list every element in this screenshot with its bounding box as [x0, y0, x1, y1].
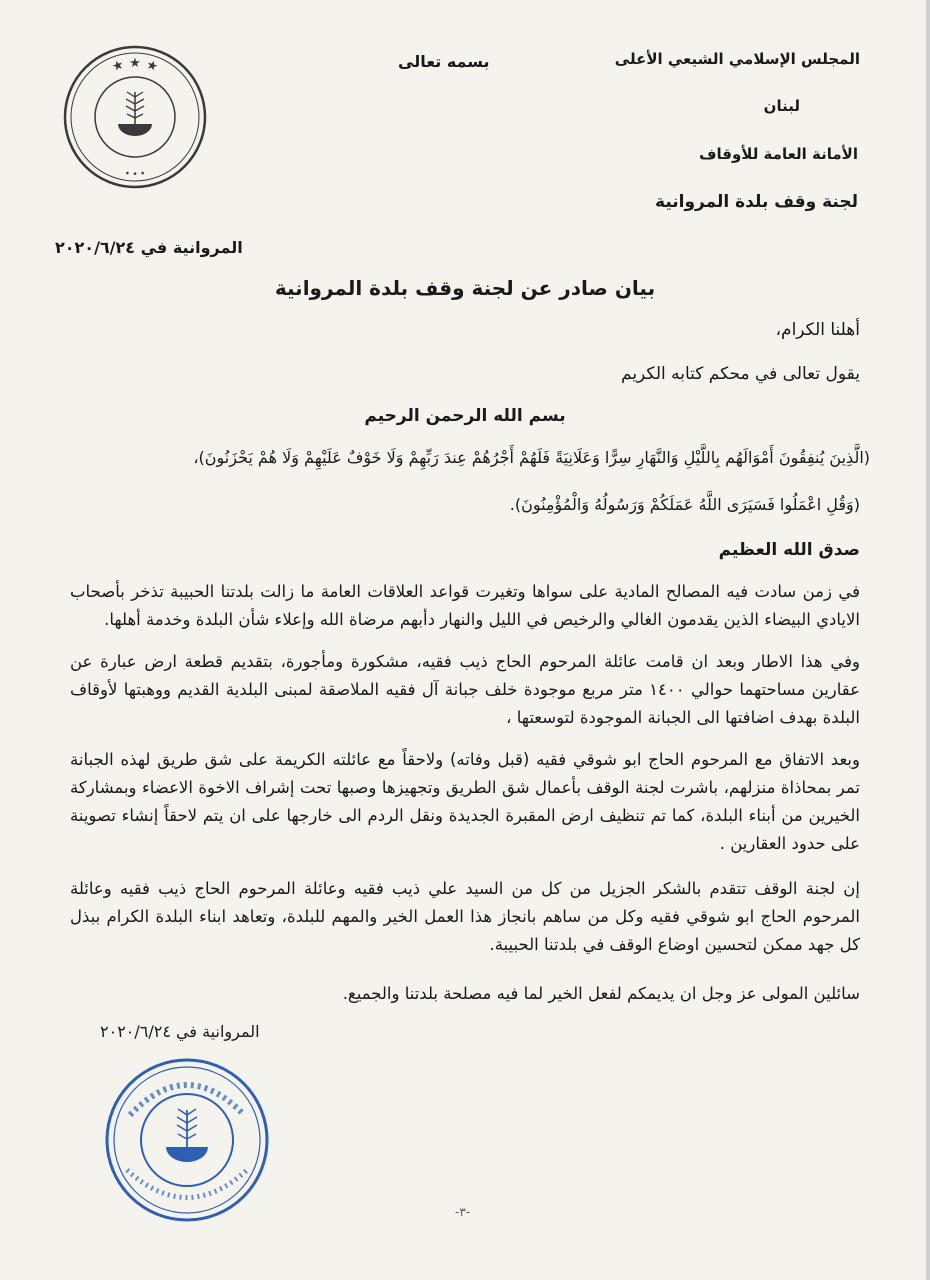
header-bismihi: بسمه تعالى: [398, 52, 490, 71]
header-secretariat: الأمانة العامة للأوقاف: [699, 145, 858, 163]
header-country: لبنان: [763, 97, 800, 115]
seal-stamp-bottom: [102, 1055, 272, 1225]
greeting: أهلنا الكرام،: [775, 320, 860, 340]
paragraph-3: وبعد الاتفاق مع المرحوم الحاج ابو شوقي فقيه (قبل وفاته) ولاحقاً مع عائلته الكريمة على شق طريق لهذه الجبانة تمر بمحاذاة منزلهم، باشرت لجنة الوقف بأعمال شق الطريق وتجهيزها وصبها تحت إشراف الاخوة الاعضاء وبمشاركة الخيرين من أبناء البلدة، كما تم تنظيف ارض المقبرة الجديدة ونقل الردم الى خارجها على ان يتم لاحقاً إنشاء تصوينة على حدود العقارين .: [70, 750, 860, 853]
quran-verse-2: (وَقُلِ اعْمَلُوا فَسَيَرَى اللَّهُ عَمَلَكُمْ وَرَسُولُهُ وَالْمُؤْمِنُونَ).: [509, 495, 860, 514]
seal-stamp-top: [60, 42, 210, 192]
plant-bowl-icon: [166, 1109, 208, 1162]
page-edge: [926, 0, 930, 1280]
header-council-name: المجلس الإسلامي الشيعي الأعلى: [614, 50, 860, 68]
date-bottom: المروانية في ٢٠٢٠/٦/٢٤: [100, 1022, 260, 1041]
svg-text:• • •: • • •: [123, 169, 147, 180]
header-committee: لجنة وقف بلدة المروانية: [655, 192, 858, 212]
paragraph-4: إن لجنة الوقف تتقدم بالشكر الجزيل من كل من السيد علي ذيب فقيه وعائلة المرحوم الحاج ذيب فقيه وعائلة المرحوم الحاج ابو شوقي فقيه وكل من ساهم بانجاز هذا العمل الخير والمهم للبلدة، وتعاهد ابناء البلدة الكرام ببذل كل جهد ممكن لتحسين اوضاع الوقف في بلدتنا الحبيبة.: [70, 879, 860, 954]
page-mark: -٣-: [455, 1205, 471, 1219]
statement-title: بيان صادر عن لجنة وقف بلدة المروانية: [274, 276, 656, 300]
date-top: المروانية في ٢٠٢٠/٦/٢٤: [55, 238, 243, 257]
paragraph-1: في زمن سادت فيه المصالح المادية على سواها وتغيرت قواعد العلاقات العامة ما زالت بلدتنا الحبيبة تذخر بأصحاب الايادي البيضاء الذين يقدمون الغالي والرخيص في الليل والنهار دأبهم مرضاة الله وإعلاء شأن البلدة وخدمة أهلها.: [70, 582, 860, 629]
paragraph-2: وفي هذا الاطار وبعد ان قامت عائلة المرحوم الحاج ذيب فقيه، مشكورة ومأجورة، بتقديم قطعة ارض عبارة عن عقارين مساحتهما حوالي ١٤٠٠ متر مربع موجودة خلف جبانة آل فقيه الملاصقة لمبنى البلدية القديم ووهبتها لأوقاف البلدة بهدف اضافتها الى الجبانة الموجودة لتوسعتها ،: [70, 652, 860, 727]
quran-verse-1: (الَّذِينَ يُنفِقُونَ أَمْوَالَهُم بِاللَّيْلِ وَالنَّهَارِ سِرًّا وَعَلَانِيَةً فَلَهُمْ أَجْرُهُمْ عِندَ رَبِّهِمْ وَلَا خَوْفٌ عَلَيْهِمْ وَلَا هُمْ يَحْزَنُونَ)،: [193, 448, 870, 467]
basmala: بسم الله الرحمن الرحيم: [364, 406, 566, 426]
sadaq-line: صدق الله العظيم: [718, 540, 860, 560]
svg-text:★ ★ ★: ★ ★ ★: [110, 56, 160, 76]
plant-bowl-icon: [118, 92, 152, 136]
intro-line: يقول تعالى في محكم كتابه الكريم: [621, 364, 860, 384]
paragraph-5: سائلين المولى عز وجل ان يديمكم لفعل الخير لما فيه مصلحة بلدتنا والجميع.: [342, 984, 860, 1003]
